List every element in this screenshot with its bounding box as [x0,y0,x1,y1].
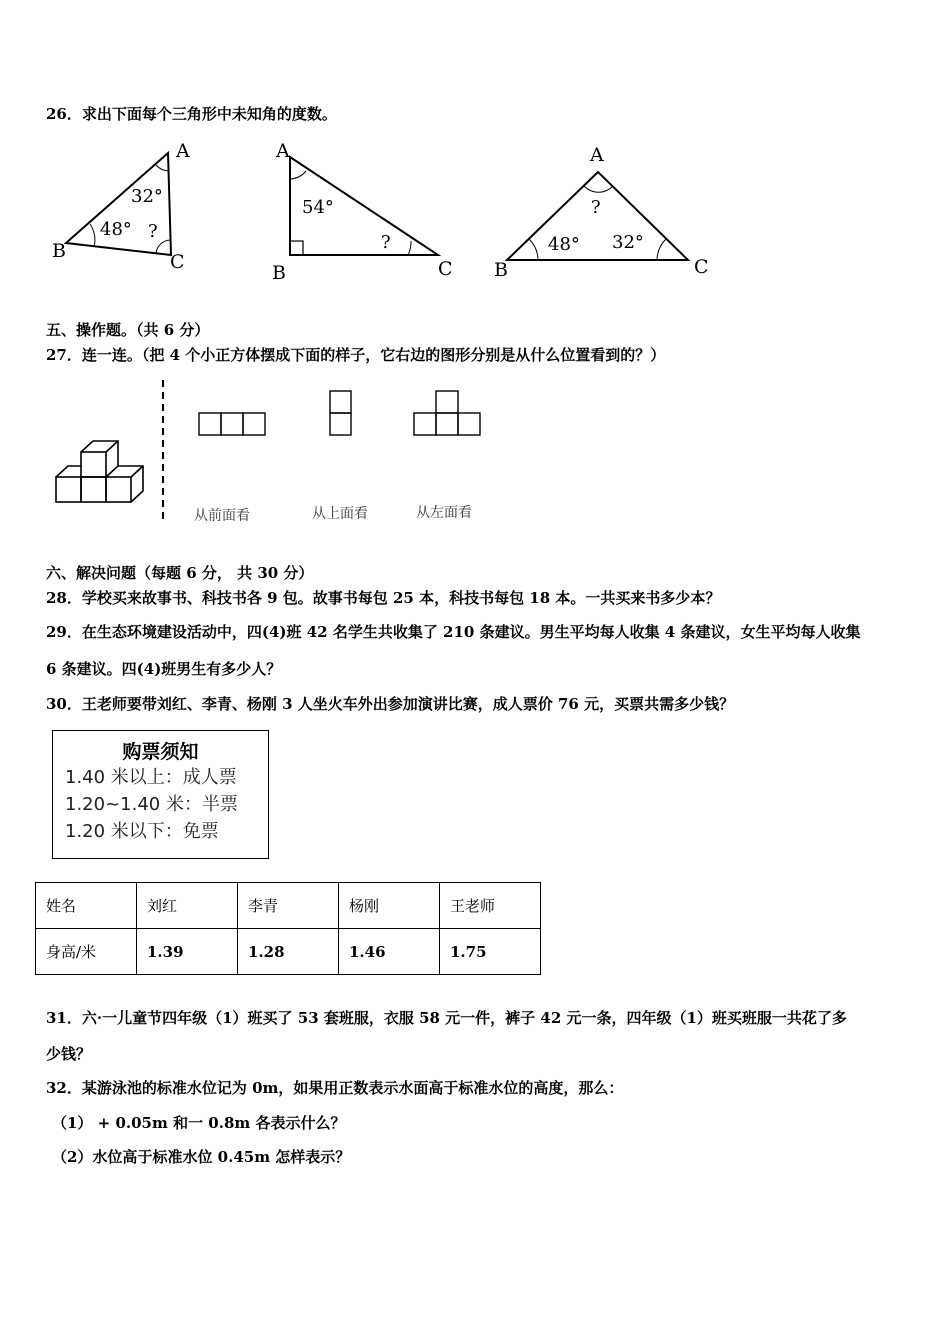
q31-line1: 31．六·一儿童节四年级（1）班买了 53 套班服，衣服 58 元一件，裤子 42 元一条，四年级（1）班买班服一共花了多 [46,1009,847,1027]
label-top: 从上面看 [312,506,368,522]
tri3-label-c: C [694,256,709,278]
notice-row: 1.40 米以上：成人票 [65,767,237,788]
q28-text: 28．学校买来故事书、科技书各 9 包。故事书每包 25 本，科技书每包 18 本。一共买来书多少本？ [46,589,721,607]
section6-heading: 六、解决问题（每题 6 分， 共 30 分） [46,564,314,582]
cube-views-figure [50,375,500,530]
section5-heading: 五、操作题。（共 6 分） [46,321,210,339]
table-cell: 1.46 [339,929,440,975]
tri1-label-b: B [52,240,66,262]
table-cell: 王老师 [440,883,541,929]
q27-text: 27．连一连。（把 4 个小正方体摆成下面的样子，它右边的图形分别是从什么位置看到的？） [46,346,666,364]
label-left: 从左面看 [416,505,472,521]
q32-sub2: （2）水位高于标准水位 0.45m 怎样表示？ [52,1148,351,1166]
notice-row: 1.20~1.40 米：半票 [65,794,238,815]
triangles-figure [40,135,740,290]
tri3-label-a: A [590,144,604,166]
tri1-label-a: A [176,140,190,162]
cube-stack [56,441,143,502]
table-cell: 1.75 [440,929,541,975]
q32-text: 32．某游泳池的标准水位记为 0m，如果用正数表示水面高于标准水位的高度，那么： [46,1079,624,1097]
q31-line2: 少钱？ [46,1045,92,1063]
table-header-row [36,883,541,929]
tri2-label-b: B [272,262,286,284]
left-view-shape [414,391,480,435]
tri1-angle-a: 32° [131,186,163,207]
table-cell: 杨刚 [339,883,440,929]
top-view-shape [330,391,351,435]
triangle-1 [52,140,190,273]
notice-title: 购票须知 [122,741,199,763]
tri2-angle-a: 54° [302,197,334,218]
tri2-label-c: C [438,258,453,280]
q29-line1: 29．在生态环境建设活动中，四(4)班 42 名学生共收集了 210 条建议。男生平均每人收集 4 条建议，女生平均每人收集 [46,623,861,641]
tri1-label-c: C [170,251,185,273]
tri3-unknown: ? [591,197,601,218]
table-cell: 身高/米 [36,929,137,975]
tri2-unknown: ? [381,232,391,253]
tri1-unknown: ? [148,221,158,242]
tri3-label-b: B [494,259,508,281]
label-front: 从前面看 [194,508,250,524]
table-row [36,929,541,975]
tri3-angle-c: 32° [612,232,644,253]
q32-sub1: （1） + 0.05m 和一 0.8m 各表示什么？ [52,1114,346,1132]
table-cell: 刘红 [137,883,238,929]
q29-line2: 6 条建议。四(4)班男生有多少人？ [46,660,282,678]
front-view-shape [199,413,265,435]
table-cell: 李青 [238,883,339,929]
tri2-label-a: A [276,140,290,162]
triangle-2 [272,140,453,284]
q30-text: 30．王老师要带刘红、李青、杨刚 3 人坐火车外出参加演讲比赛，成人票价 76 元，买票共需多少钱？ [46,695,735,713]
tri1-angle-b: 48° [100,219,132,240]
notice-row: 1.20 米以下：免票 [65,821,219,842]
q26-text: 26．求出下面每个三角形中未知角的度数。 [46,105,337,123]
tri3-angle-b: 48° [548,234,580,255]
table-cell: 1.28 [238,929,339,975]
table-cell: 姓名 [36,883,137,929]
triangle-3 [494,144,709,281]
ticket-notice-box [52,730,269,859]
height-table [35,882,541,975]
table-cell: 1.39 [137,929,238,975]
